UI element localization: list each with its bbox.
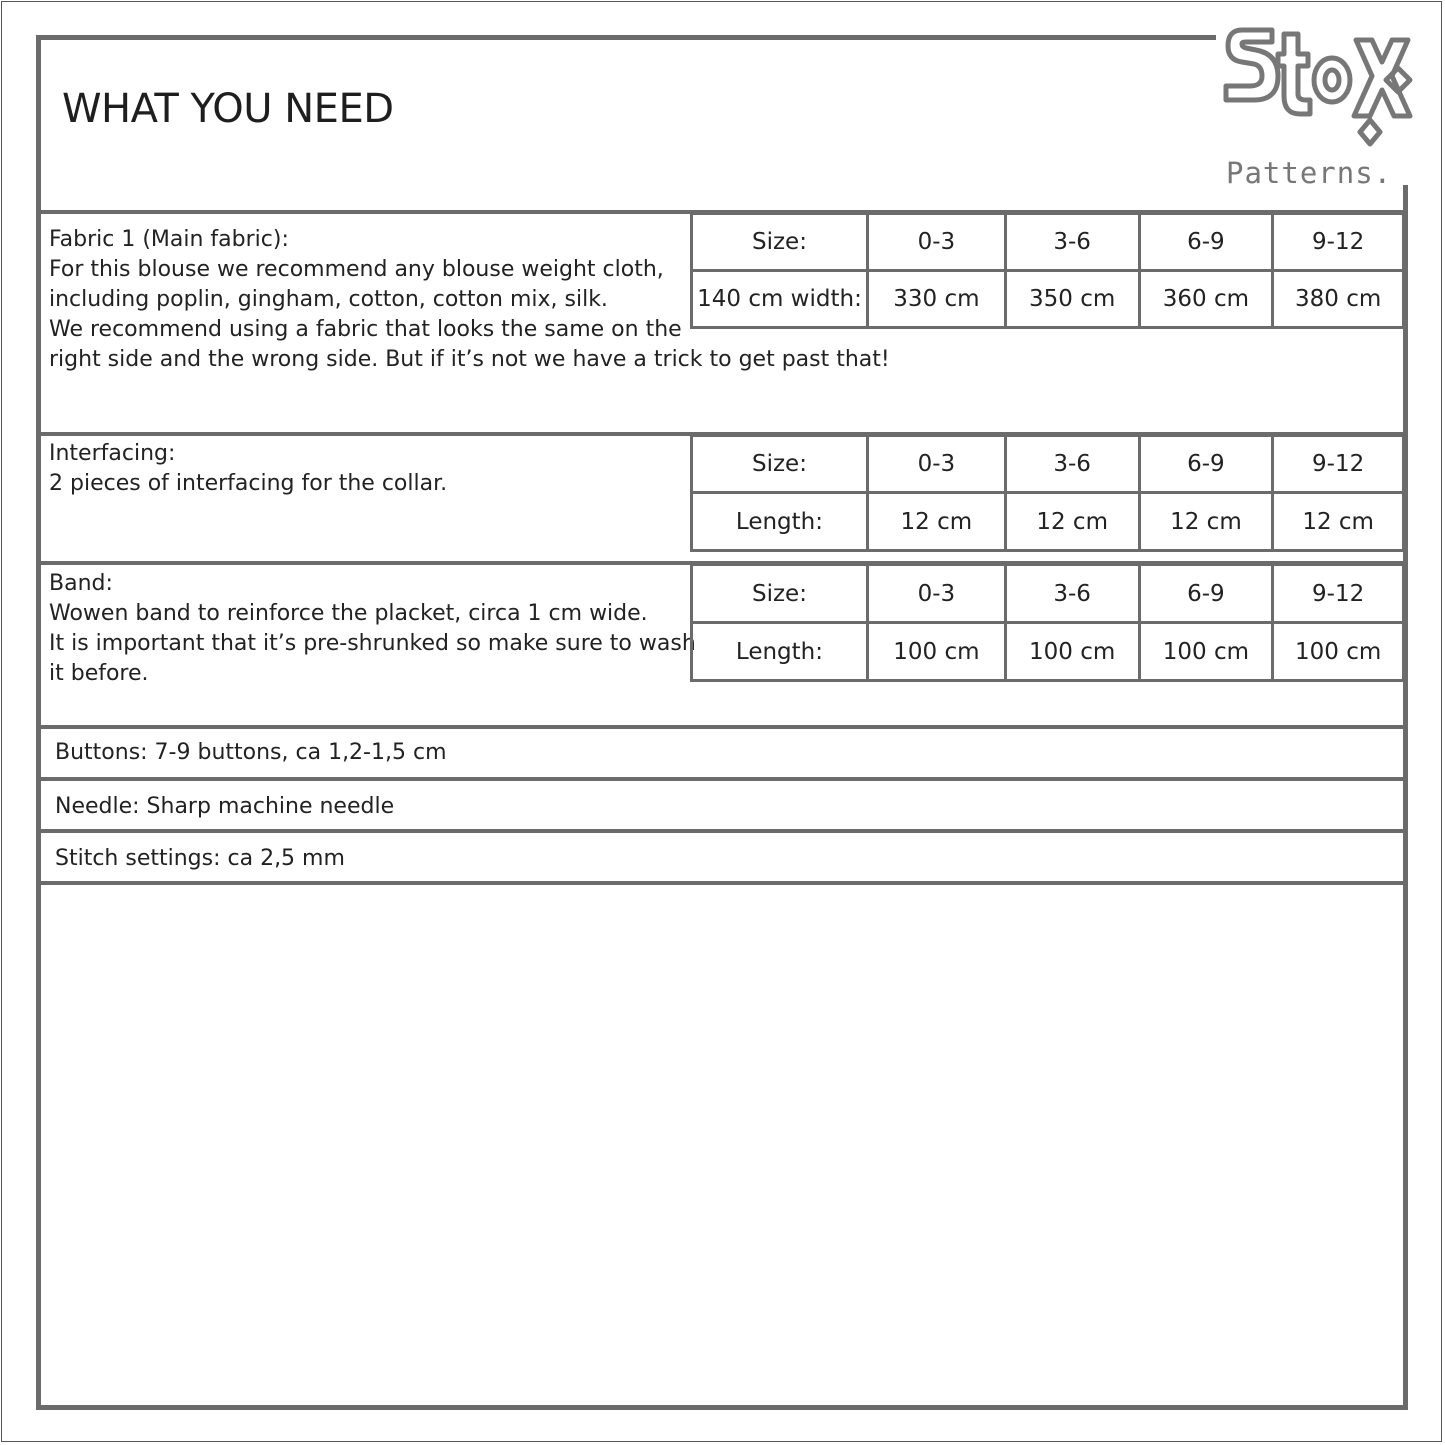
divider-buttons	[36, 777, 1408, 781]
table-row	[692, 493, 1404, 551]
stox-logo-mark	[1220, 20, 1416, 150]
table-value-cell: 12 cm	[1273, 493, 1404, 551]
table-value-cell: 12 cm	[1005, 493, 1139, 551]
table-size-cell: 0-3	[867, 214, 1005, 271]
table-row	[692, 271, 1404, 328]
divider-needle	[36, 829, 1408, 833]
interfacing-size-table	[690, 434, 1405, 552]
table-size-cell: 6-9	[1139, 214, 1273, 271]
logo-subtitle: Patterns.	[1226, 156, 1393, 190]
table-value-label: Length:	[692, 623, 868, 681]
interfacing-line: Interfacing:	[49, 441, 176, 466]
stitch-requirement: Stitch settings: ca 2,5 mm	[55, 846, 345, 871]
frame-right-line	[1403, 185, 1408, 1410]
table-row	[692, 623, 1404, 681]
table-value-cell: 350 cm	[1005, 271, 1139, 328]
band-line: Band:	[49, 571, 113, 596]
needle-requirement: Needle: Sharp machine needle	[55, 794, 395, 819]
fabric-line: right side and the wrong side. But if it’s not we have a trick to get past that!	[49, 347, 890, 372]
buttons-requirement: Buttons: 7-9 buttons, ca 1,2-1,5 cm	[55, 740, 447, 765]
frame-bottom-line	[36, 1405, 1408, 1410]
band-size-table	[690, 563, 1405, 682]
band-line: it before.	[49, 661, 149, 686]
table-value-cell: 360 cm	[1139, 271, 1273, 328]
interfacing-description	[49, 439, 447, 499]
table-value-cell: 12 cm	[1139, 493, 1273, 551]
page-title: WHAT YOU NEED	[62, 86, 394, 132]
fabric-line: including poplin, gingham, cotton, cotton mix, silk.	[49, 287, 608, 312]
stox-logo	[1220, 20, 1416, 190]
table-value-cell: 100 cm	[1139, 623, 1273, 681]
table-value-cell: 100 cm	[1005, 623, 1139, 681]
band-line: It is important that it’s pre-shrunked so make sure to wash	[49, 631, 696, 656]
table-size-cell: 6-9	[1139, 436, 1273, 493]
fabric-size-table	[690, 212, 1405, 329]
interfacing-line: 2 pieces of interfacing for the collar.	[49, 471, 448, 496]
table-value-label: 140 cm width:	[692, 271, 868, 328]
table-row	[692, 214, 1404, 271]
fabric-line: Fabric 1 (Main fabric):	[49, 227, 289, 252]
table-size-cell: 9-12	[1273, 436, 1404, 493]
table-value-cell: 330 cm	[867, 271, 1005, 328]
band-line: Wowen band to reinforce the placket, circa 1 cm wide.	[49, 601, 648, 626]
table-size-cell: 0-3	[867, 565, 1005, 623]
fabric-line: For this blouse we recommend any blouse weight cloth,	[49, 257, 664, 282]
table-value-cell: 12 cm	[867, 493, 1005, 551]
table-value-cell: 100 cm	[867, 623, 1005, 681]
table-size-cell: 3-6	[1005, 214, 1139, 271]
table-header-label: Size:	[692, 565, 868, 623]
frame-top-line	[36, 35, 1216, 40]
fabric-line: We recommend using a fabric that looks the same on the	[49, 317, 682, 342]
divider-band	[36, 725, 1408, 729]
band-description	[49, 569, 696, 689]
table-value-cell: 100 cm	[1273, 623, 1404, 681]
table-size-cell: 3-6	[1005, 436, 1139, 493]
divider-stitch	[36, 881, 1408, 885]
table-size-cell: 9-12	[1273, 214, 1404, 271]
table-header-label: Size:	[692, 436, 868, 493]
table-size-cell: 6-9	[1139, 565, 1273, 623]
table-value-label: Length:	[692, 493, 868, 551]
table-size-cell: 9-12	[1273, 565, 1404, 623]
table-row	[692, 436, 1404, 493]
table-header-label: Size:	[692, 214, 868, 271]
table-size-cell: 0-3	[867, 436, 1005, 493]
table-row	[692, 565, 1404, 623]
table-size-cell: 3-6	[1005, 565, 1139, 623]
table-value-cell: 380 cm	[1273, 271, 1404, 328]
frame-left-line	[36, 35, 41, 1410]
